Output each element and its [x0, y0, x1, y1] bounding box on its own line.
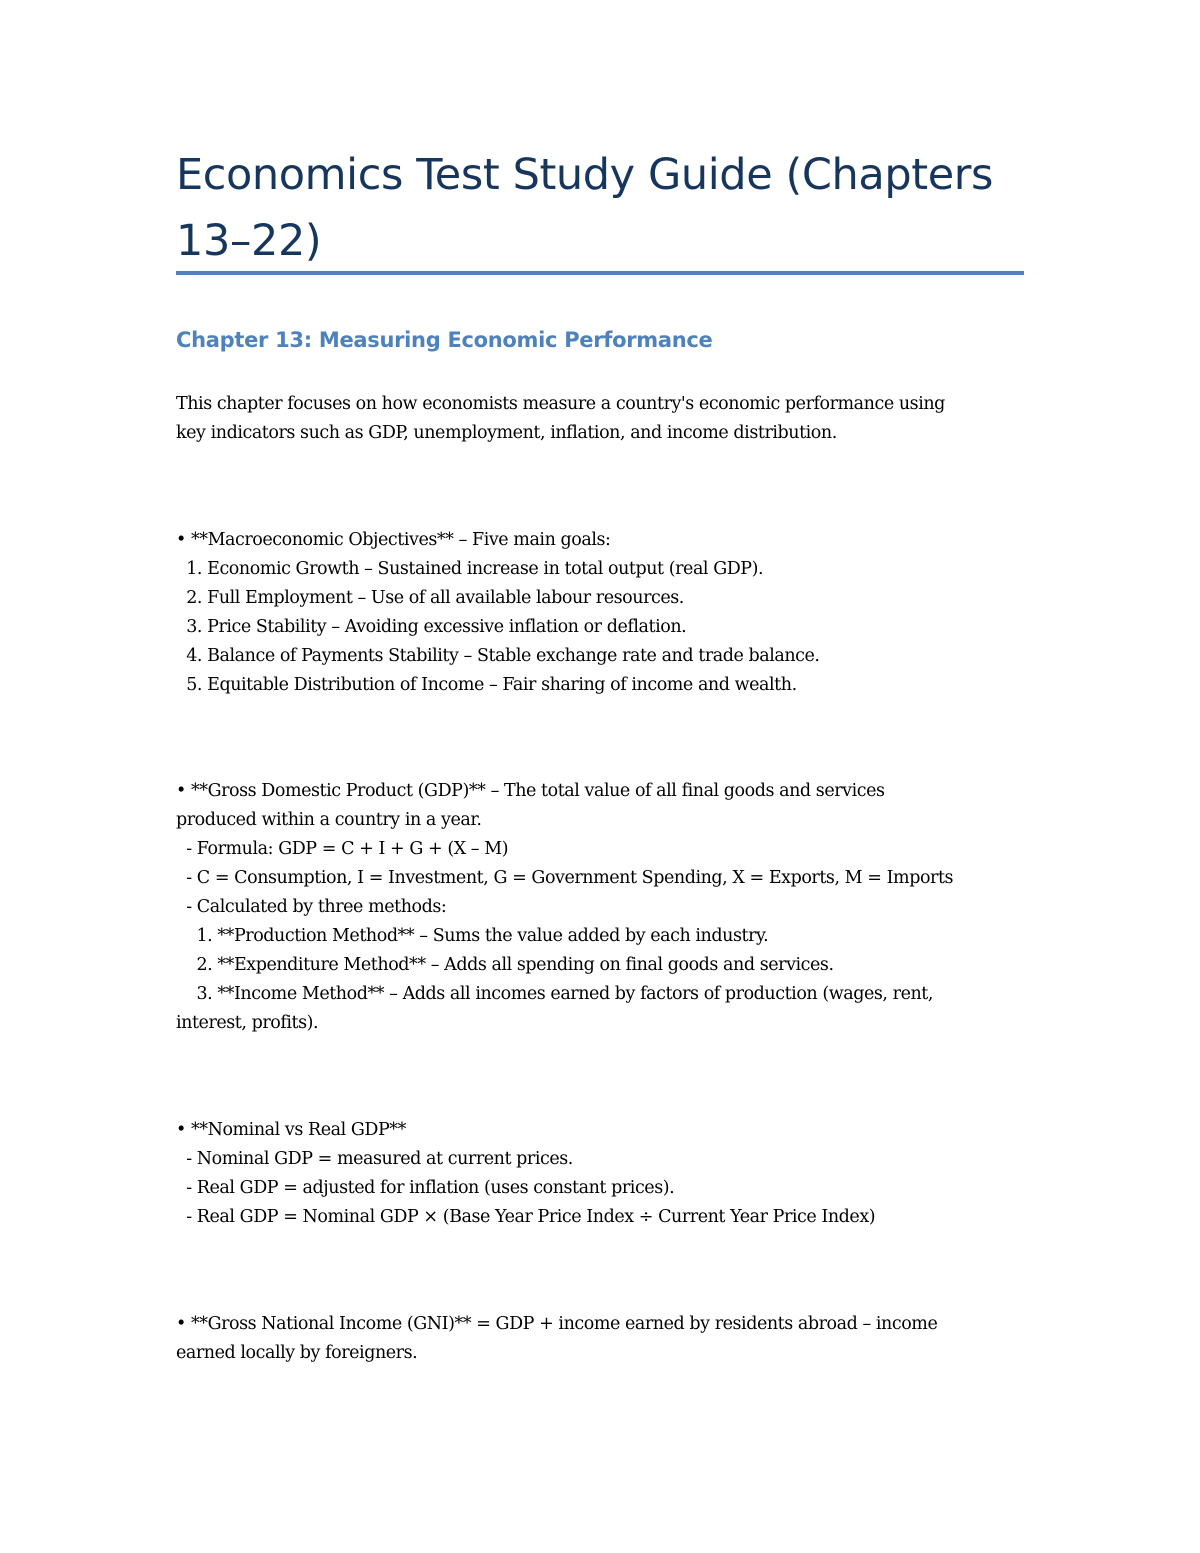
objective-item: 1. Economic Growth – Sustained increase in total output (real GDP). — [176, 559, 764, 579]
gdp-line: 2. **Expenditure Method** – Adds all spending on final goods and services. — [176, 955, 834, 975]
macroeconomic-objectives-section — [176, 526, 1036, 700]
gdp-line: 3. **Income Method** – Adds all incomes earned by factors of production (wages, rent, — [176, 984, 933, 1004]
gdp-line: - Calculated by three methods: — [176, 897, 447, 917]
document-title-line-2: 13–22) — [176, 216, 322, 266]
objectives-lead: • **Macroeconomic Objectives** – Five main goals: — [176, 530, 611, 550]
objective-item: 5. Equitable Distribution of Income – Fair sharing of income and wealth. — [176, 675, 797, 695]
nominal-real-line: - Real GDP = Nominal GDP × (Base Year Price Index ÷ Current Year Price Index) — [176, 1207, 876, 1227]
chapter-13-heading: Chapter 13: Measuring Economic Performance — [176, 328, 713, 352]
objective-item: 4. Balance of Payments Stability – Stable exchange rate and trade balance. — [176, 646, 820, 666]
gni-line: • **Gross National Income (GNI)** = GDP + income earned by residents abroad – income — [176, 1314, 938, 1334]
nominal-real-line: - Real GDP = adjusted for inflation (uses constant prices). — [176, 1178, 675, 1198]
gdp-line: produced within a country in a year. — [176, 810, 482, 830]
intro-line: key indicators such as GDP, unemployment, inflation, and income distribution. — [176, 423, 837, 443]
title-underline-rule — [176, 271, 1024, 275]
nominal-real-line: • **Nominal vs Real GDP** — [176, 1120, 406, 1140]
nominal-real-line: - Nominal GDP = measured at current prices. — [176, 1149, 573, 1169]
chapter-intro-paragraph — [176, 390, 1036, 448]
gdp-line: interest, profits). — [176, 1013, 319, 1033]
intro-line: This chapter focuses on how economists measure a country's economic performance using — [176, 394, 945, 414]
objective-item: 3. Price Stability – Avoiding excessive inflation or deflation. — [176, 617, 687, 637]
nominal-vs-real-gdp-section — [176, 1116, 1036, 1232]
gdp-line: - C = Consumption, I = Investment, G = Government Spending, X = Exports, M = Imports — [176, 868, 954, 888]
gdp-line: - Formula: GDP = C + I + G + (X – M) — [176, 839, 509, 859]
gdp-line: 1. **Production Method** – Sums the value added by each industry. — [176, 926, 769, 946]
gdp-line: • **Gross Domestic Product (GDP)** – The total value of all final goods and services — [176, 781, 885, 801]
document-title-line-1: Economics Test Study Guide (Chapters — [176, 150, 994, 200]
gni-line: earned locally by foreigners. — [176, 1343, 418, 1363]
gdp-section — [176, 777, 1036, 1038]
gni-section — [176, 1310, 1036, 1368]
document-title — [176, 142, 1026, 274]
objective-item: 2. Full Employment – Use of all available labour resources. — [176, 588, 684, 608]
